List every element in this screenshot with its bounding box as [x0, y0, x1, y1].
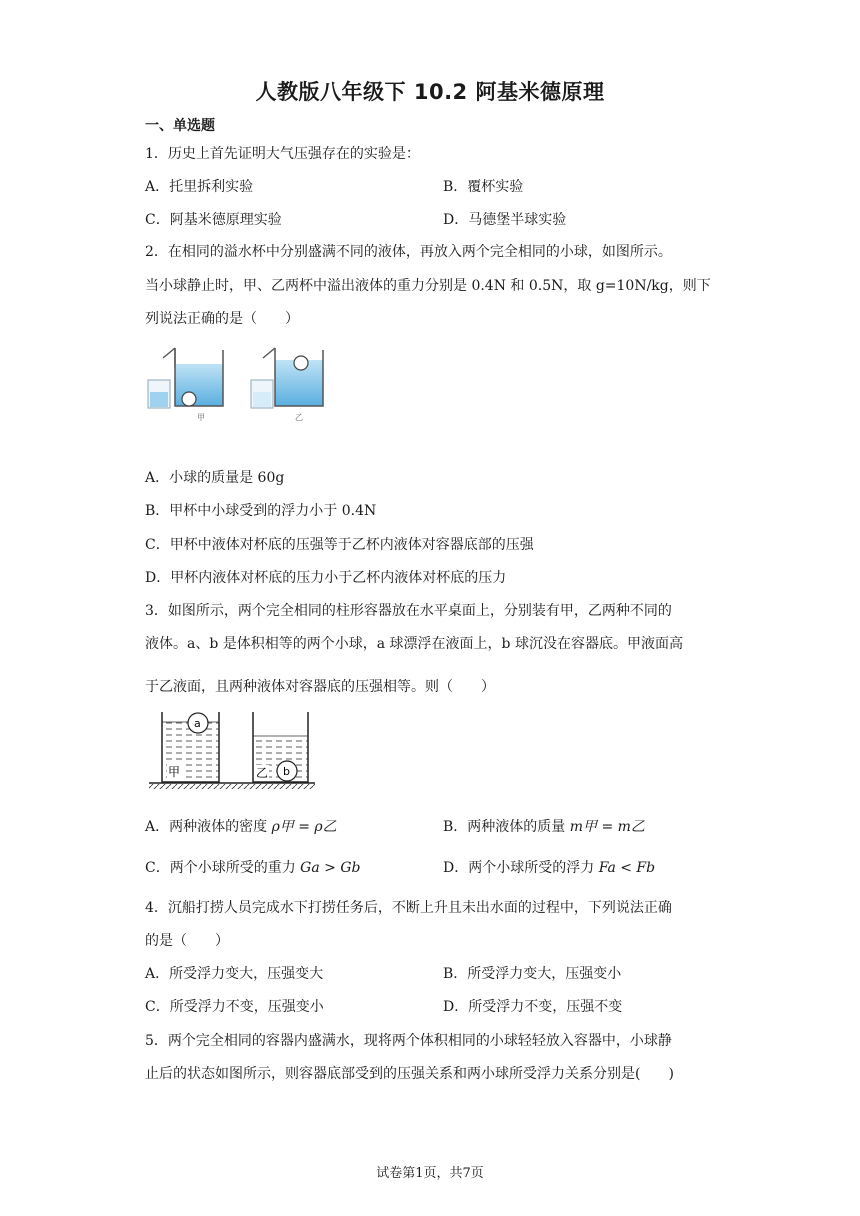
question-5-stem-line-2: 止后的状态如图所示，则容器底部受到的压强关系和两小球所受浮力关系分别是( ): [145, 1066, 674, 1082]
liquid-yi-label: 乙: [256, 766, 269, 780]
question-3-stem-line-2: 液体。a、b 是体积相等的两个小球，a 球漂浮在液面上，b 球沉没在容器底。甲液面高: [145, 636, 683, 652]
question-3-option-c-text: C．两个小球所受的重力: [145, 860, 301, 876]
question-1-option-d: D．马德堡半球实验: [443, 212, 567, 228]
question-2-option-c: C．甲杯中液体对杯底的压强等于乙杯内液体对容器底部的压强: [145, 537, 534, 553]
question-3-option-b: [443, 816, 645, 836]
question-3-stem-line-1: 3．如图所示，两个完全相同的柱形容器放在水平桌面上，分别装有甲，乙两种不同的: [145, 603, 672, 619]
question-1-option-a: A．托里拆利实验: [145, 179, 254, 195]
question-3-option-a-formula: ρ甲 = ρ乙: [271, 819, 337, 835]
figure-label-jia: 甲: [197, 413, 205, 422]
question-1-option-b: B．覆杯实验: [443, 179, 524, 195]
question-2-option-b: B．甲杯中小球受到的浮力小于 0.4N: [145, 503, 377, 519]
question-4-option-a: A．所受浮力变大，压强变大: [145, 966, 324, 982]
question-2-figure: [145, 340, 335, 422]
question-5-stem-line-1: 5．两个完全相同的容器内盛满水，现将两个体积相同的小球轻轻放入容器中，小球静: [145, 1033, 672, 1049]
question-2-option-a: A．小球的质量是 60g: [145, 470, 285, 486]
question-3-figure: [145, 708, 315, 790]
question-3-option-d: [443, 857, 655, 877]
figure-label-yi: 乙: [295, 413, 303, 422]
question-3-option-a-text: A．两种液体的密度: [145, 819, 272, 835]
question-2-stem-line-2: 当小球静止时，甲、乙两杯中溢出液体的重力分别是 0.4N 和 0.5N，取 g=10N/kg，则下: [145, 278, 711, 294]
section-heading: 一、单选题: [145, 118, 215, 134]
question-3-option-c-formula: Ga > Gb: [300, 860, 361, 876]
question-3-option-a: [145, 816, 337, 836]
page-footer: 试卷第1页，共7页: [376, 1166, 484, 1181]
question-4-option-d: D．所受浮力不变，压强不变: [443, 999, 623, 1015]
question-4-stem-line-1: 4．沉船打捞人员完成水下打捞任务后，不断上升且未出水面的过程中，下列说法正确: [145, 900, 672, 916]
question-2-stem-line-3: 列说法正确的是（ ）: [145, 311, 299, 327]
question-1-option-c: C．阿基米德原理实验: [145, 212, 282, 228]
question-2-stem-line-1: 2．在相同的溢水杯中分别盛满不同的液体，再放入两个完全相同的小球，如图所示。: [145, 244, 672, 260]
question-1-stem: 1．历史上首先证明大气压强存在的实验是：: [145, 146, 420, 162]
question-2-option-d: D．甲杯内液体对杯底的压力小于乙杯内液体对杯底的压力: [145, 570, 507, 586]
question-4-option-c: C．所受浮力不变，压强变小: [145, 999, 324, 1015]
question-3-option-d-formula: Fa < Fb: [598, 860, 656, 876]
question-3-option-c: [145, 857, 360, 877]
document-title: 人教版八年级下 10.2 阿基米德原理: [255, 80, 605, 104]
question-4-stem-line-2: 的是（ ）: [145, 933, 229, 949]
ball-b-label: b: [283, 765, 290, 778]
liquid-jia-label: 甲: [168, 765, 181, 779]
question-3-stem-line-3: 于乙液面，且两种液体对容器底的压强相等。则（ ）: [145, 679, 495, 695]
ball-a-label: a: [194, 717, 201, 730]
question-4-option-b: B．所受浮力变大，压强变小: [443, 966, 622, 982]
question-3-option-d-text: D．两个小球所受的浮力: [443, 860, 599, 876]
question-3-option-b-formula: m甲 = m乙: [569, 819, 645, 835]
question-3-option-b-text: B．两种液体的质量: [443, 819, 570, 835]
